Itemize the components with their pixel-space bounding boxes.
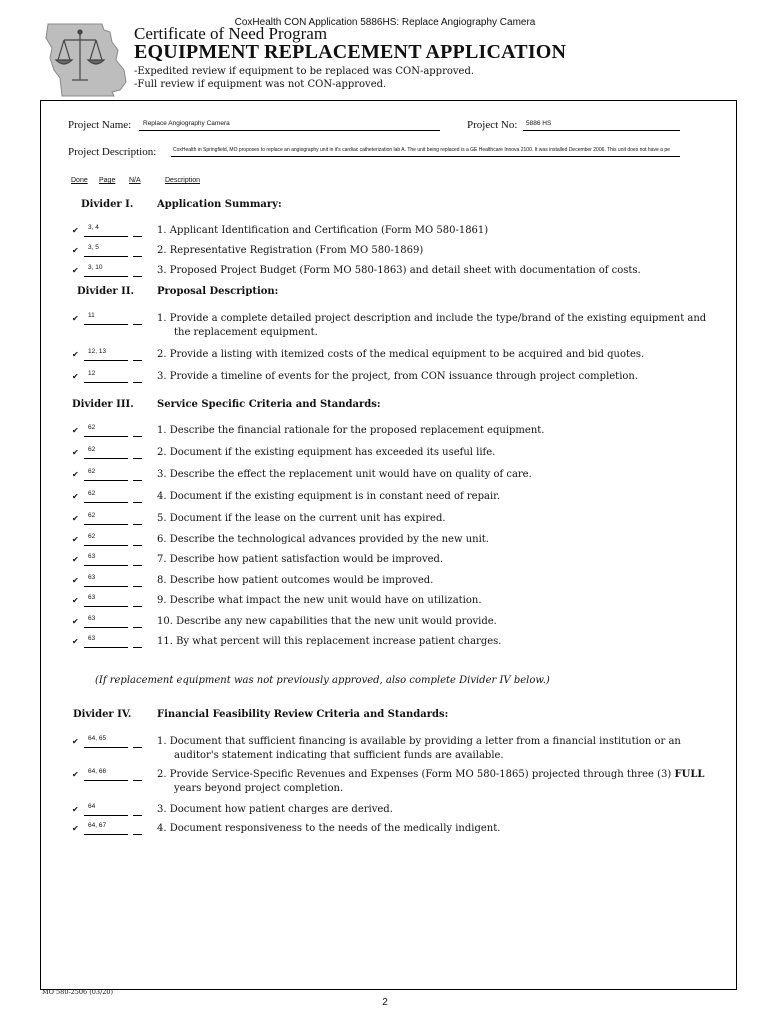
- page-entry-underline: [84, 586, 128, 587]
- project-no-underline: [523, 130, 680, 131]
- column-description: Description: [165, 177, 201, 184]
- page-reference[interactable]: 11: [88, 312, 95, 319]
- checklist-item: 1. Describe the financial rationale for the proposed replacement equipment.: [157, 425, 545, 436]
- done-check-icon[interactable]: ✔: [72, 576, 79, 585]
- program-name: Certificate of Need Program: [134, 24, 328, 43]
- page-entry-underline: [84, 606, 128, 607]
- na-entry-underline: [133, 747, 142, 748]
- na-entry-underline: [133, 780, 142, 781]
- na-entry-underline: [133, 627, 142, 628]
- done-check-icon[interactable]: ✔: [72, 492, 79, 501]
- done-check-icon[interactable]: ✔: [72, 448, 79, 457]
- running-header: CoxHealth CON Application 5886HS: Replace Angiography Camera: [234, 17, 536, 28]
- done-check-icon[interactable]: ✔: [72, 824, 79, 833]
- page-entry-underline: [84, 780, 128, 781]
- checklist-item: 5. Document if the lease on the current unit has expired.: [157, 513, 446, 524]
- done-check-icon[interactable]: ✔: [72, 314, 79, 323]
- review-note-full: -Full review if equipment was not CON-approved.: [134, 79, 387, 90]
- page-reference[interactable]: 64, 65: [88, 735, 107, 742]
- page-reference[interactable]: 63: [88, 553, 96, 560]
- na-entry-underline: [133, 834, 142, 835]
- project-description-label: Project Description:: [68, 146, 157, 158]
- page-reference[interactable]: 62: [88, 446, 96, 453]
- checklist-item: 3. Document how patient charges are derived.: [157, 804, 393, 815]
- page-number: 2: [382, 997, 388, 1008]
- done-check-icon[interactable]: ✔: [72, 805, 79, 814]
- page-reference[interactable]: 3, 5: [88, 244, 99, 251]
- column-done: Done: [71, 177, 88, 184]
- page-reference[interactable]: 3, 10: [88, 264, 103, 271]
- na-entry-underline: [133, 382, 142, 383]
- checklist-item: 3. Proposed Project Budget (Form MO 580-1863) and detail sheet with documentation of costs.: [157, 265, 641, 276]
- divider-i-heading: Application Summary:: [157, 199, 282, 210]
- page-title: EQUIPMENT REPLACEMENT APPLICATION: [134, 41, 567, 63]
- page-entry-underline: [84, 565, 128, 566]
- missouri-scales-seal-icon: [40, 20, 130, 98]
- done-check-icon[interactable]: ✔: [72, 737, 79, 746]
- na-entry-underline: [133, 458, 142, 459]
- checklist-item: 4. Document responsiveness to the needs of the medically indigent.: [157, 823, 501, 834]
- page-entry-underline: [84, 815, 128, 816]
- checklist-item: 1. Provide a complete detailed project description and include the type/brand of the existing equipment and: [157, 313, 707, 324]
- project-name-underline: [139, 130, 440, 131]
- na-entry-underline: [133, 647, 142, 648]
- page-reference[interactable]: 63: [88, 594, 96, 601]
- done-check-icon[interactable]: ✔: [72, 426, 79, 435]
- page-entry-underline: [84, 324, 128, 325]
- page-entry-underline: [84, 502, 128, 503]
- page-reference[interactable]: 62: [88, 424, 96, 431]
- divider-i-label: Divider I.: [81, 199, 134, 210]
- page-entry-underline: [84, 627, 128, 628]
- project-name-label: Project Name:: [68, 119, 132, 131]
- page-entry-underline: [84, 382, 128, 383]
- divider-iv-heading: Financial Feasibility Review Criteria and Standards:: [157, 709, 449, 720]
- checklist-item: 3. Provide a timeline of events for the project, from CON issuance through project completion.: [157, 371, 639, 382]
- na-entry-underline: [133, 236, 142, 237]
- page-reference[interactable]: 12: [88, 370, 96, 377]
- divider-ii-heading: Proposal Description:: [157, 286, 279, 297]
- checklist-item: 2. Representative Registration (From MO 580-1869): [157, 245, 424, 256]
- column-na: N/A: [129, 177, 141, 184]
- form-number: MO 580-2506 (03/20): [42, 988, 114, 996]
- checklist-item: 3. Describe the effect the replacement unit would have on quality of care.: [157, 469, 532, 480]
- page-entry-underline: [84, 747, 128, 748]
- checklist-item: 10. Describe any new capabilities that the new unit would provide.: [157, 616, 497, 627]
- checklist-item: 1. Applicant Identification and Certification (Form MO 580-1861): [157, 225, 489, 236]
- na-entry-underline: [133, 565, 142, 566]
- checklist-item: 7. Describe how patient satisfaction would be improved.: [157, 554, 444, 565]
- page-reference[interactable]: 63: [88, 635, 96, 642]
- na-entry-underline: [133, 324, 142, 325]
- page-entry-underline: [84, 480, 128, 481]
- project-no-value[interactable]: 5886 HS: [526, 120, 552, 127]
- done-check-icon[interactable]: ✔: [72, 470, 79, 479]
- done-check-icon[interactable]: ✔: [72, 770, 79, 779]
- page-reference[interactable]: 12, 13: [88, 348, 107, 355]
- page-entry-underline: [84, 236, 128, 237]
- checklist-item-continued: the replacement equipment.: [174, 327, 318, 338]
- page-reference[interactable]: 62: [88, 533, 96, 540]
- na-entry-underline: [133, 502, 142, 503]
- review-note-expedited: -Expedited review if equipment to be replaced was CON-approved.: [134, 66, 475, 77]
- done-check-icon[interactable]: ✔: [72, 226, 79, 235]
- page-entry-underline: [84, 834, 128, 835]
- divider-iii-label: Divider III.: [72, 399, 134, 410]
- project-name-value[interactable]: Replace Angiography Camera: [143, 120, 230, 127]
- checklist-item: 8. Describe how patient outcomes would be improved.: [157, 575, 434, 586]
- page-reference[interactable]: 3, 4: [88, 224, 99, 231]
- page-entry-underline: [84, 647, 128, 648]
- done-check-icon[interactable]: ✔: [72, 246, 79, 255]
- done-check-icon[interactable]: ✔: [72, 514, 79, 523]
- na-entry-underline: [133, 480, 142, 481]
- page-reference[interactable]: 62: [88, 512, 96, 519]
- page-reference[interactable]: 64, 67: [88, 822, 107, 829]
- na-entry-underline: [133, 545, 142, 546]
- divider-iii-heading: Service Specific Criteria and Standards:: [157, 399, 381, 410]
- page-reference[interactable]: 62: [88, 468, 96, 475]
- done-check-icon[interactable]: ✔: [72, 350, 79, 359]
- done-check-icon[interactable]: ✔: [72, 596, 79, 605]
- divider-iv-label: Divider IV.: [73, 709, 132, 720]
- checklist-item-continued: auditor's statement indicating that sufficient funds are available.: [174, 750, 504, 761]
- na-entry-underline: [133, 524, 142, 525]
- na-entry-underline: [133, 276, 142, 277]
- checklist-item: 6. Describe the technological advances provided by the new unit.: [157, 534, 489, 545]
- page-entry-underline: [84, 524, 128, 525]
- na-entry-underline: [133, 436, 142, 437]
- page-reference[interactable]: 63: [88, 574, 96, 581]
- checklist-item: 2. Provide a listing with itemized costs of the medical equipment to be acquired and bid quotes.: [157, 349, 645, 360]
- checklist-item: 1. Document that sufficient financing is available by providing a letter from a financial institution or an: [157, 736, 681, 747]
- page-entry-underline: [84, 276, 128, 277]
- checklist-item-continued: years beyond project completion.: [174, 783, 344, 794]
- page-entry-underline: [84, 256, 128, 257]
- checklist-item: 2. Document if the existing equipment has exceeded its useful life.: [157, 447, 496, 458]
- done-check-icon[interactable]: ✔: [72, 535, 79, 544]
- na-entry-underline: [133, 256, 142, 257]
- project-description-value[interactable]: CoxHealth in Springfield, MO proposes to replace an angiography unit in it's cardiac catheterization lab A. The unit being replaced is a GE Healthcare Innova 2100. It was installed December 2006. This unit does not have a pe: [173, 147, 670, 153]
- page-entry-underline: [84, 545, 128, 546]
- na-entry-underline: [133, 586, 142, 587]
- page-entry-underline: [84, 360, 128, 361]
- page-reference[interactable]: 64: [88, 803, 96, 810]
- project-description-underline: [171, 156, 680, 157]
- project-no-label: Project No:: [467, 119, 518, 131]
- page-entry-underline: [84, 458, 128, 459]
- done-check-icon[interactable]: ✔: [72, 555, 79, 564]
- na-entry-underline: [133, 815, 142, 816]
- done-check-icon[interactable]: ✔: [72, 617, 79, 626]
- done-check-icon[interactable]: ✔: [72, 266, 79, 275]
- checklist-item: 11. By what percent will this replacement increase patient charges.: [157, 636, 502, 647]
- checklist-item: 9. Describe what impact the new unit would have on utilization.: [157, 595, 482, 606]
- checklist-item: 2. Provide Service-Specific Revenues and Expenses (Form MO 580-1865) projected through three (3) FULL: [157, 769, 705, 780]
- page-reference[interactable]: 64, 66: [88, 768, 107, 775]
- divider-ii-label: Divider II.: [77, 286, 135, 297]
- page-reference[interactable]: 63: [88, 615, 96, 622]
- done-check-icon[interactable]: ✔: [72, 372, 79, 381]
- na-entry-underline: [133, 360, 142, 361]
- column-page: Page: [99, 177, 116, 184]
- done-check-icon[interactable]: ✔: [72, 637, 79, 646]
- na-entry-underline: [133, 606, 142, 607]
- page-reference[interactable]: 62: [88, 490, 96, 497]
- page-entry-underline: [84, 436, 128, 437]
- divider-iv-note: (If replacement equipment was not previously approved, also complete Divider IV below.): [95, 675, 550, 686]
- checklist-item: 4. Document if the existing equipment is in constant need of repair.: [157, 491, 501, 502]
